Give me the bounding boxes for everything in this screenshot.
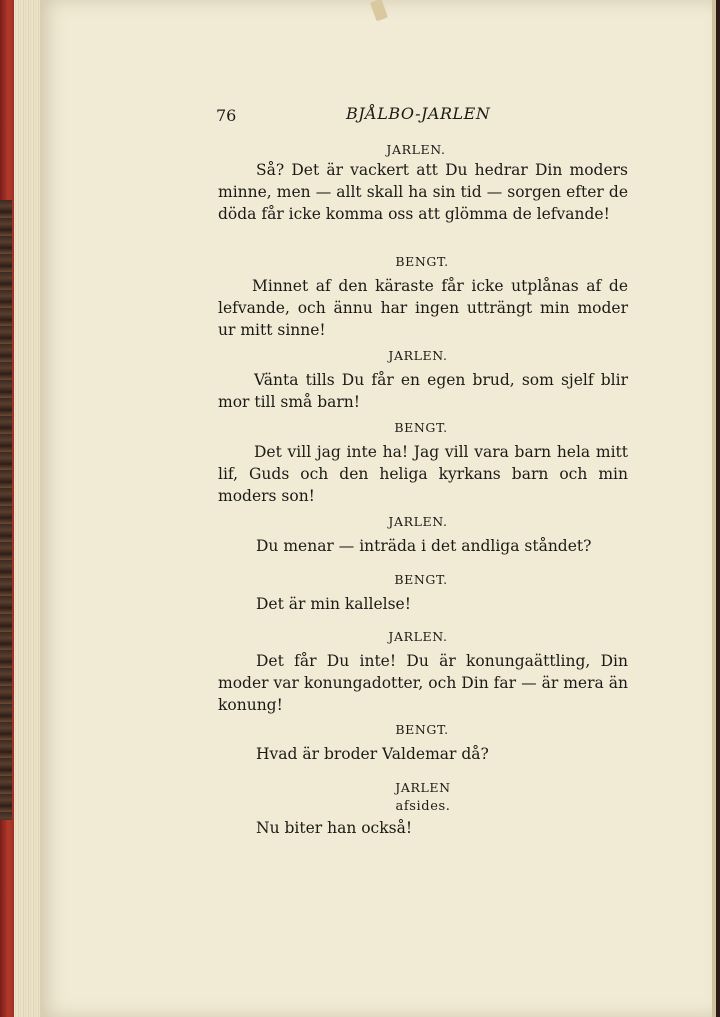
running-title: BJÅLBO-JARLEN — [346, 104, 491, 123]
dialogue-text: Vänta tills Du får en egen brud, som sjelf blir mor till små barn! — [218, 371, 628, 411]
dialogue-text: Det är min kallelse! — [256, 595, 411, 613]
dialogue-text: Nu biter han också! — [256, 819, 413, 837]
dialogue-text: Det vill jag inte ha! Jag vill vara barn hela mitt lif, Guds och den heliga kyrkans barn och min moders son! — [218, 443, 628, 505]
bookmark-ribbon — [370, 0, 388, 21]
page-number: 76 — [216, 106, 237, 125]
speaker-label: BENGT. — [394, 420, 448, 435]
stage-direction: afsides. — [395, 799, 451, 814]
dialogue-text: Hvad är broder Valdemar då? — [256, 745, 489, 763]
dialogue-text: Så? Det är vackert att Du hedrar Din moders minne, men — allt skall ha sin tid — sorgen efter de döda får icke komma oss att glömma de lefvande! — [218, 161, 628, 223]
speaker-label: JARLEN — [395, 780, 451, 795]
speaker-label: BENGT. — [394, 572, 448, 587]
speaker-label: BENGT. — [395, 254, 449, 269]
dialogue-text: Du menar — inträda i det andliga ståndet? — [256, 537, 592, 555]
page-right-edge — [712, 0, 716, 1017]
speaker-label: JARLEN. — [386, 142, 446, 157]
speaker-label: JARLEN. — [388, 514, 448, 529]
speaker-label: JARLEN. — [388, 348, 448, 363]
speaker-label: BENGT. — [395, 722, 449, 737]
cover-pattern — [0, 200, 12, 820]
dialogue-text: Det får Du inte! Du är konungaättling, Din moder var konungadotter, och Din far — är mera än konung! — [218, 652, 628, 714]
speaker-label: JARLEN. — [388, 629, 448, 644]
dialogue-text: Minnet af den käraste får icke utplånas af de lefvande, och ännu har ingen utträngt min moder ur mitt sinne! — [218, 277, 628, 339]
